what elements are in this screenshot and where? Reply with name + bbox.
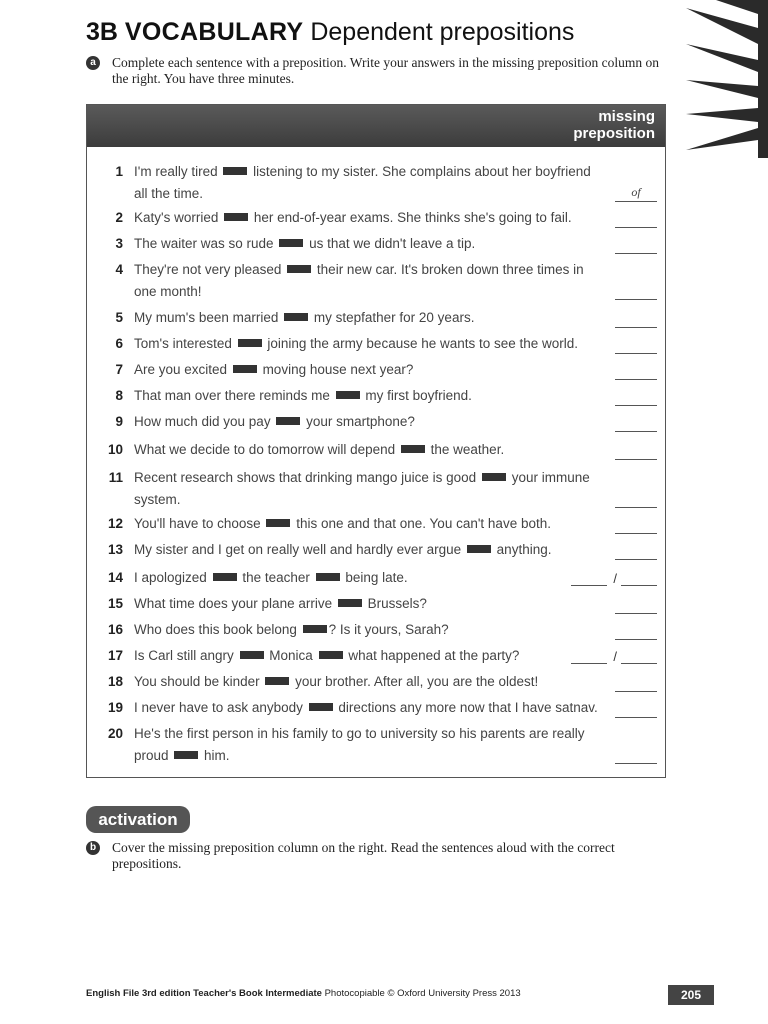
answer-line[interactable] (615, 515, 657, 534)
answer-line[interactable] (615, 309, 657, 328)
blank-gap (238, 339, 262, 347)
sentence-text: He's the first person in his family to go to university so his parents are really proud him. (134, 726, 585, 763)
sentence-number: 15 (107, 596, 123, 611)
unit-code: 3B (86, 18, 118, 46)
sentence-text: Is Carl still angry Monica what happened at the party? (134, 648, 520, 663)
answer-line[interactable] (615, 281, 657, 300)
sentence-number: 18 (107, 674, 123, 689)
blank-gap (223, 167, 247, 175)
blank-gap (224, 213, 248, 221)
answer-line[interactable] (615, 413, 657, 432)
activation-badge: activation (86, 806, 190, 833)
sentence-number: 11 (108, 470, 123, 485)
blank-gap (309, 703, 333, 711)
sentence-number: 17 (107, 648, 123, 663)
sentence-text: My sister and I get on really well and hardly ever argue anything. (134, 542, 552, 557)
sentence-number: 5 (115, 310, 123, 325)
page-number: 205 (668, 985, 714, 1005)
sentence-text: Tom's interested joining the army because he wants to see the world. (134, 336, 579, 351)
answer-line[interactable] (615, 387, 657, 406)
answer-line[interactable]: of (615, 183, 657, 202)
sentence-text: Are you excited moving house next year? (134, 362, 414, 377)
sentence-number: 19 (107, 700, 123, 715)
blank-gap (336, 391, 360, 399)
sentence-text: My mum's been married my stepfather for 20 years. (134, 310, 475, 325)
sentence-text: You'll have to choose this one and that one. You can't have both. (134, 516, 551, 531)
sentence-number: 16 (107, 622, 123, 637)
blank-gap (174, 751, 198, 759)
exercise-header (87, 105, 665, 147)
blank-gap (279, 239, 303, 247)
blank-gap (265, 677, 289, 685)
footer-credit (86, 988, 521, 999)
blank-gap (482, 473, 506, 481)
footer-book-title: English File 3rd edition Teacher's Book Intermediate (86, 988, 322, 999)
sunburst-decoration (686, 0, 768, 158)
answer-line[interactable] (615, 235, 657, 254)
footer-copyright: Photocopiable © Oxford University Press 2013 (321, 988, 521, 999)
exercise-b-badge: b (86, 841, 100, 855)
answer-line[interactable] (571, 569, 607, 586)
section-category: VOCABULARY (124, 18, 304, 46)
sentence-number: 8 (115, 388, 123, 403)
answer-line[interactable] (615, 745, 657, 764)
answer-separator: / (613, 649, 617, 664)
blank-gap (303, 625, 327, 633)
instruction-a (86, 55, 666, 87)
exercise-table (86, 104, 666, 778)
sentence-text: I apologized the teacher being late. (134, 570, 408, 585)
answer-line[interactable] (621, 569, 657, 586)
answer-line[interactable] (571, 647, 607, 664)
answer-line[interactable] (615, 621, 657, 640)
blank-gap (233, 365, 257, 373)
answer-line[interactable] (615, 595, 657, 614)
answer-line[interactable] (621, 647, 657, 664)
sentence-number: 9 (115, 414, 123, 429)
sentence-number: 3 (115, 236, 123, 251)
sentence-text: Who does this book belong ? Is it yours, Sarah? (134, 622, 449, 637)
section-title: Dependent prepositions (310, 18, 575, 46)
sentence-number: 2 (115, 210, 123, 225)
sentence-number: 10 (107, 442, 123, 457)
sentence-row (87, 723, 665, 767)
answer-line[interactable] (615, 441, 657, 460)
sentence-text: What time does your plane arrive Brussels? (134, 596, 427, 611)
answer-line[interactable] (615, 673, 657, 692)
page-title (86, 18, 574, 47)
missing-preposition-column-header (555, 108, 655, 142)
sentence-text: I never have to ask anybody directions any more now that I have satnav. (134, 700, 598, 715)
sentence-row (87, 259, 665, 303)
sentence-number: 6 (115, 336, 123, 351)
answer-separator: / (613, 571, 617, 586)
blank-gap (338, 599, 362, 607)
sentence-text: What we decide to do tomorrow will depend the weather. (134, 442, 505, 457)
column-header-line-1: missing (598, 108, 655, 125)
blank-gap (213, 573, 237, 581)
sentence-number: 20 (107, 726, 123, 741)
sentence-number: 7 (115, 362, 123, 377)
answer-line[interactable] (615, 699, 657, 718)
sentence-number: 13 (107, 542, 123, 557)
sentence-text: You should be kinder your brother. After all, you are the oldest! (134, 674, 539, 689)
sentence-text: The waiter was so rude us that we didn't leave a tip. (134, 236, 476, 251)
blank-gap (266, 519, 290, 527)
column-header-line-2: preposition (573, 125, 655, 142)
blank-gap (467, 545, 491, 553)
answer-line[interactable] (615, 335, 657, 354)
blank-gap (276, 417, 300, 425)
sentence-text: They're not very pleased their new car. It's broken down three times in one month! (134, 262, 584, 299)
answer-line[interactable] (615, 361, 657, 380)
instruction-b (86, 840, 666, 872)
sentence-number: 14 (107, 570, 123, 585)
instruction-b-text: Cover the missing preposition column on the right. Read the sentences aloud with the correct prepositions. (112, 840, 615, 871)
sentence-text: Recent research shows that drinking mango juice is good your immune system. (134, 470, 590, 507)
sentence-number: 12 (107, 516, 123, 531)
sentence-row (87, 161, 665, 205)
blank-gap (240, 651, 264, 659)
blank-gap (316, 573, 340, 581)
sentence-number: 1 (115, 164, 123, 179)
sentence-text: That man over there reminds me my first boyfriend. (134, 388, 472, 403)
blank-gap (319, 651, 343, 659)
sentence-row (87, 467, 665, 511)
answer-line[interactable] (615, 541, 657, 560)
answer-line[interactable] (615, 209, 657, 228)
blank-gap (284, 313, 308, 321)
sentence-text: How much did you pay your smartphone? (134, 414, 415, 429)
sentence-text: Katy's worried her end-of-year exams. She thinks she's going to fail. (134, 210, 572, 225)
blank-gap (287, 265, 311, 273)
sentence-number: 4 (115, 262, 123, 277)
sentence-text: I'm really tired listening to my sister. She complains about her boyfriend all the time. (134, 164, 591, 201)
exercise-a-badge: a (86, 56, 100, 70)
instruction-a-text: Complete each sentence with a preposition. Write your answers in the missing preposition column on the right. You have three minutes. (112, 55, 659, 86)
answer-line[interactable] (615, 489, 657, 508)
blank-gap (401, 445, 425, 453)
